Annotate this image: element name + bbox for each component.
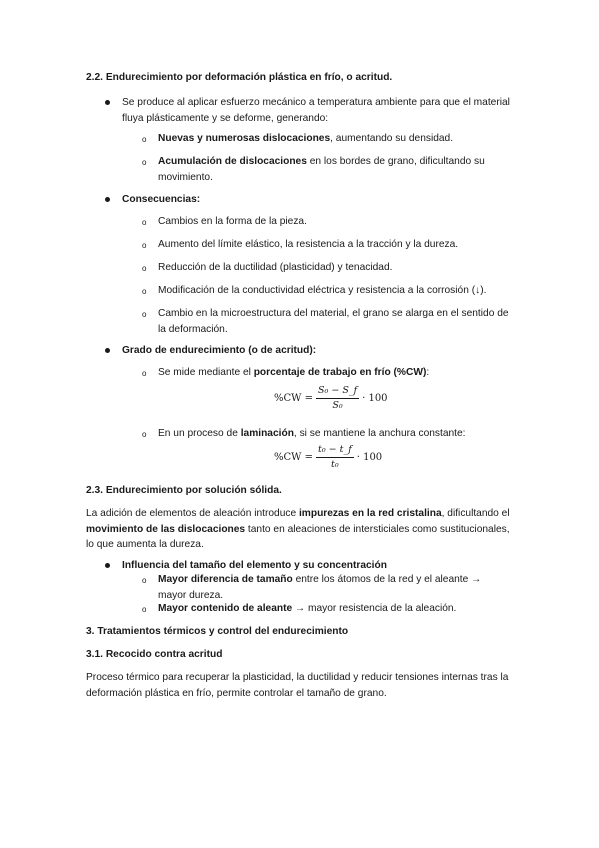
subitem-acumulacion: Acumulación de dislocaciones en los bordes de grano, dificultando su movimiento. bbox=[158, 156, 485, 183]
section-heading-3: 3. Tratamientos térmicos y control del endurecimiento bbox=[86, 626, 349, 637]
section-heading-2-2: 2.2. Endurecimiento por deformación plástica en frío, o acritud. bbox=[86, 72, 393, 83]
circle-bullet: o bbox=[142, 310, 147, 319]
subitem-dislocaciones: Nuevas y numerosas dislocaciones, aumentando su densidad. bbox=[158, 133, 454, 144]
bullet-disc bbox=[105, 197, 110, 202]
circle-bullet: o bbox=[142, 218, 147, 227]
subitem-laminacion: En un proceso de laminación, si se mantiene la anchura constante: bbox=[158, 428, 466, 439]
bullet-disc bbox=[105, 100, 110, 105]
bullet-influencia: Influencia del tamaño del elemento y su concentración bbox=[122, 560, 387, 571]
circle-bullet: o bbox=[142, 576, 147, 585]
consecuencia-item: Reducción de la ductilidad (plasticidad) y tenacidad. bbox=[158, 262, 393, 273]
bullet-disc bbox=[105, 563, 110, 568]
subitem-tamano: Mayor diferencia de tamaño entre los átomos de la red y el aleante → mayor dureza. bbox=[158, 574, 482, 601]
circle-bullet: o bbox=[142, 605, 147, 614]
circle-bullet: o bbox=[142, 241, 147, 250]
consecuencia-item: Aumento del límite elástico, la resistencia a la tracción y la dureza. bbox=[158, 239, 459, 250]
bullet-disc bbox=[105, 348, 110, 353]
circle-bullet: o bbox=[142, 264, 147, 273]
bullet-consecuencias: Consecuencias: bbox=[122, 194, 201, 205]
consecuencia-item: Cambios en la forma de la pieza. bbox=[158, 216, 307, 227]
subitem-contenido: Mayor contenido de aleante → mayor resistencia de la aleación. bbox=[158, 603, 457, 614]
formula-cw-thickness: %CW = $\frac{\text{t₀ − t\_f}}{\text{t₀}}$ · 100 bbox=[274, 444, 383, 470]
consecuencia-item: Modificación de la conductividad eléctrica y resistencia a la corrosión (↓). bbox=[158, 285, 487, 296]
paragraph-solucion-solida: La adición de elementos de aleación introduce impurezas en la red cristalina, dificultando el movimiento de las dislocaciones tanto en aleaciones de intersticiales como sustitucionales, lo que aumenta la dureza. bbox=[86, 508, 510, 550]
paragraph-recocido: Proceso térmico para recuperar la plasticidad, la ductilidad y reducir tensiones internas tras la deformación plástica en frío, permite controlar el tamaño de grano. bbox=[86, 672, 509, 699]
circle-bullet: o bbox=[142, 369, 147, 378]
circle-bullet: o bbox=[142, 135, 147, 144]
circle-bullet: o bbox=[142, 158, 147, 167]
circle-bullet: o bbox=[142, 287, 147, 296]
bullet-grado: Grado de endurecimiento (o de acritud): bbox=[122, 345, 317, 356]
bullet-text-produce: Se produce al aplicar esfuerzo mecánico a temperatura ambiente para que el material fluya plásticamente y se deforme, generando: bbox=[122, 97, 510, 124]
circle-bullet: o bbox=[142, 430, 147, 439]
formula-cw-area: %CW = $\frac{\text{S₀ − S\_f}}{\text{S₀}}$ · 100 bbox=[274, 385, 388, 411]
subitem-se-mide: Se mide mediante el porcentaje de trabajo en frío (%CW): bbox=[158, 367, 430, 378]
consecuencia-item: Cambio en la microestructura del material, el grano se alarga en el sentido de la deformación. bbox=[158, 308, 509, 335]
section-heading-3-1: 3.1. Recocido contra acritud bbox=[86, 649, 223, 660]
section-heading-2-3: 2.3. Endurecimiento por solución sólida. bbox=[86, 485, 282, 496]
